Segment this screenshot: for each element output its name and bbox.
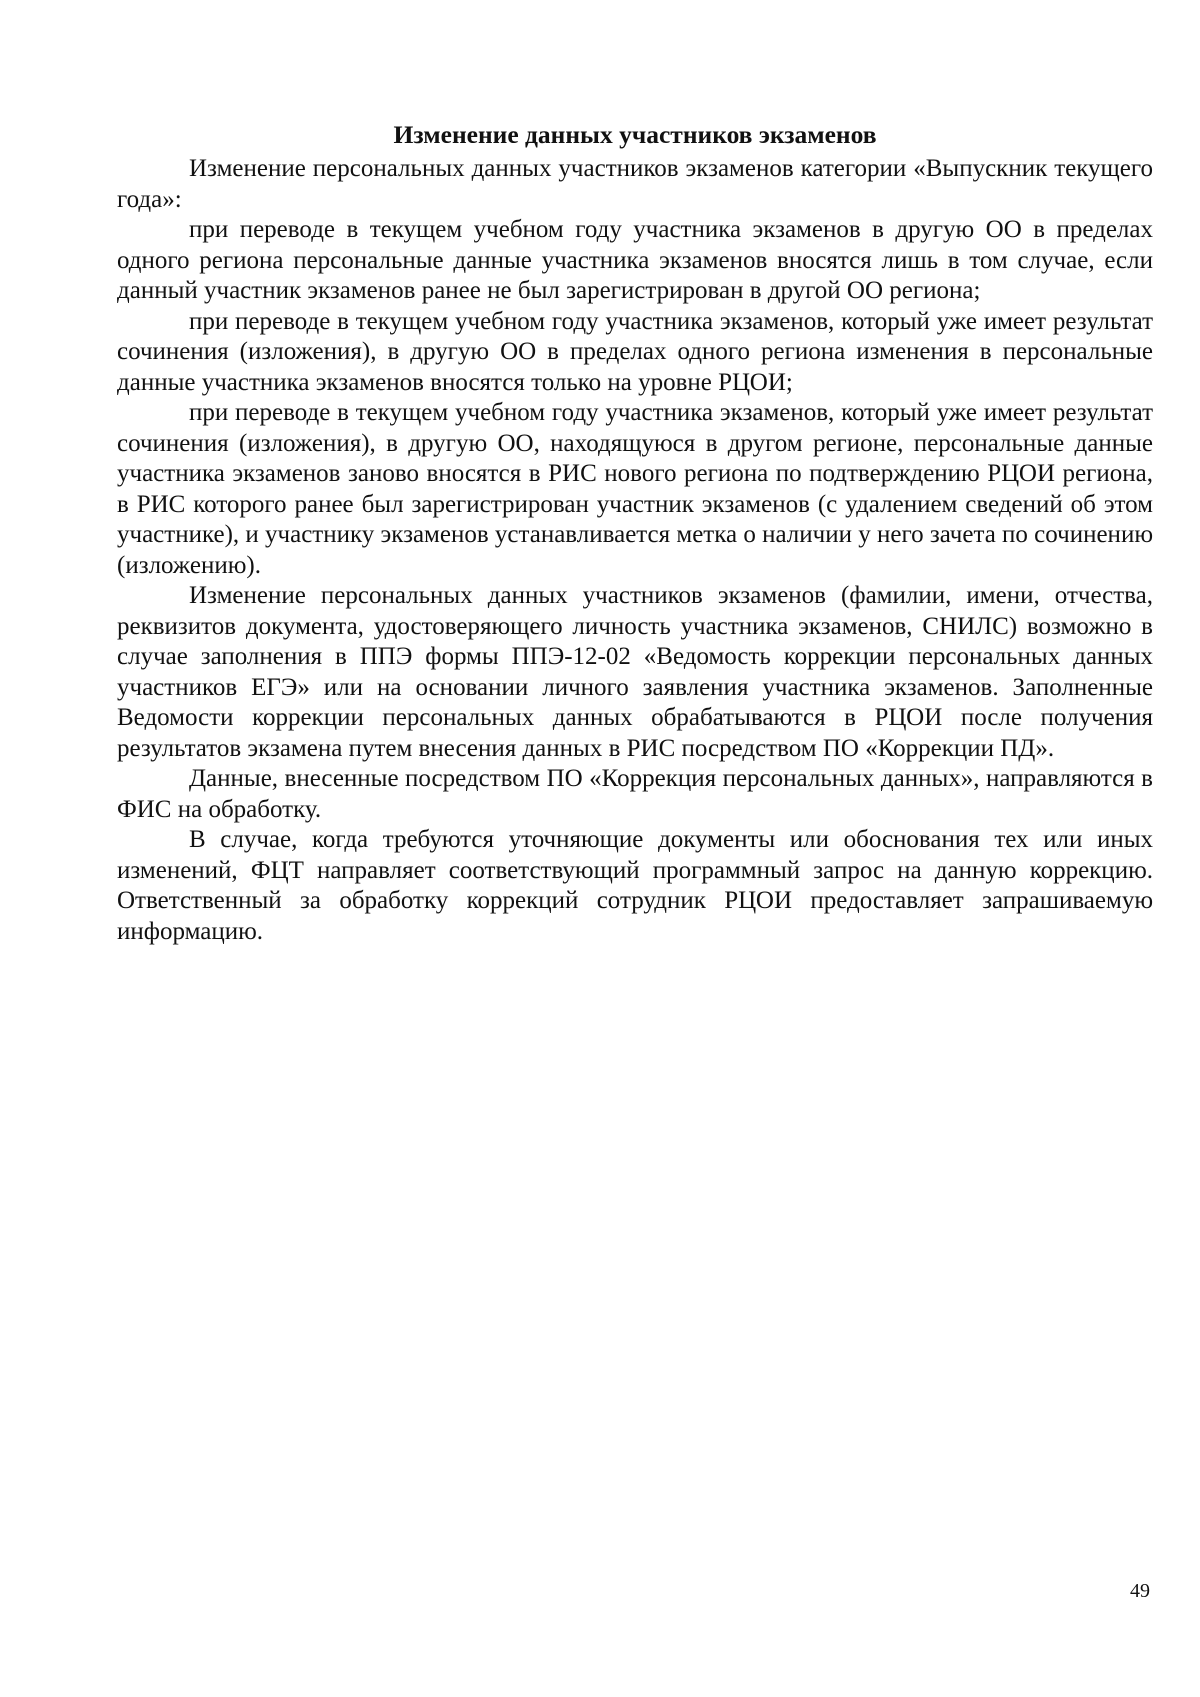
paragraph-same-region-transfer: при переводе в текущем учебном году участника экзаменов в другую ОО в пределах одного региона персональные данные участника экзаменов вносятся лишь в том случае, если данный участник экзаменов ранее не был зарегистрирован в другой ОО региона; <box>117 216 1153 304</box>
page-title: Изменение данных участников экзаменов <box>393 120 877 149</box>
page-number: 49 <box>1130 1580 1150 1602</box>
paragraph-clarifying-documents: В случае, когда требуются уточняющие документы или обоснования тех или иных изменений, ФЦТ направляет соответствующий программный запрос на данную коррекцию. Ответственный за обработку коррекций сотрудник РЦОИ предоставляет запрашиваемую информацию. <box>117 826 1153 945</box>
paragraph-intro: Изменение персональных данных участников экзаменов категории «Выпускник текущего года»: <box>117 155 1153 213</box>
paragraph-transfer-other-region: при переводе в текущем учебном году участника экзаменов, который уже имеет результат сочинения (изложения), в другую ОО, находящуюся в другом регионе, персональные данные участника экзаменов заново вносятся в РИС нового региона по подтверждению РЦОИ региона, в РИС которого ранее был зарегистрирован участник экзаменов (с удалением сведений об этом участнике), и участнику экзаменов устанавливается метка о наличии у него зачета по сочинению (изложению). <box>117 399 1153 579</box>
paragraph-personal-data-correction: Изменение персональных данных участников экзаменов (фамилии, имени, отчества, реквизитов документа, удостоверяющего личность участника экзаменов, СНИЛС) возможно в случае заполнения в ППЭ формы ППЭ-12-02 «Ведомость коррекции персональных данных участников ЕГЭ» или на основании личного заявления участника экзаменов. Заполненные Ведомости коррекции персональных данных обрабатываются в РЦОИ после получения результатов экзамена путем внесения данных в РИС посредством ПО «Коррекции ПД». <box>117 582 1153 762</box>
paragraph-data-sent-to-fis: Данные, внесенные посредством ПО «Коррекция персональных данных», направляются в ФИС на обработку. <box>117 765 1153 823</box>
page-content <box>117 118 1153 947</box>
paragraph-transfer-with-essay-result: при переводе в текущем учебном году участника экзаменов, который уже имеет результат сочинения (изложения), в другую ОО в пределах одного региона изменения в персональные данные участника экзаменов вносятся только на уровне РЦОИ; <box>117 307 1153 396</box>
